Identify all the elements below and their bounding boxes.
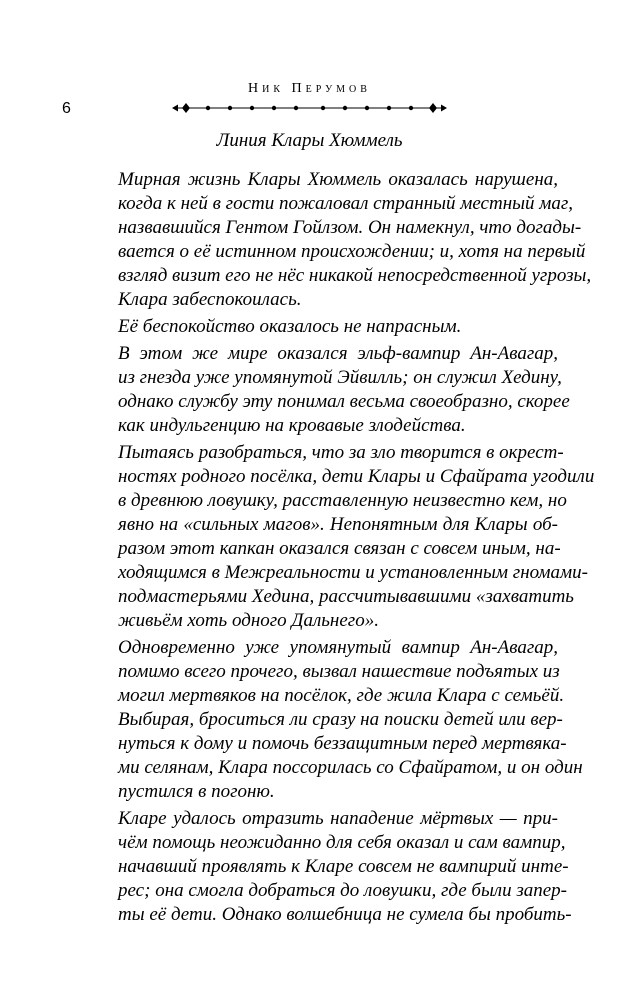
text-line: назвавшийся Гентом Гойлзом. Он намекнул, что догады- [118,217,582,238]
text-line: разом этот капкан оказался связан с совсем иным, на- [118,538,561,559]
text-line: Выбирая, броситься ли сразу на поиски детей или вер- [118,709,563,730]
text-line: чём помощь неожиданно для себя оказал и сам вампир, [118,832,566,853]
paragraph-6 [90,807,572,927]
text-line: рес; она смогла добраться до ловушки, где были запер- [118,880,568,901]
text-line: подмастерьями Хедина, рассчитывавшими «захватить [118,586,574,607]
text-line: ходящимся в Межреальности и установленным гномами- [118,562,588,583]
text-line: из гнезда уже упомянутой Эйвилль; он служил Хедину, [118,367,562,388]
text-line: в древнюю ловушку, расставленную неизвестно кем, но [118,490,567,511]
text-line: ми селянам, Клара поссорилась со Сфайратом, и он один [118,757,583,778]
text-line: ты её дети. Однако волшебница не сумела бы пробить- [118,904,572,925]
text-line: Мирная жизнь Клары Хюммель оказалась нарушена, [118,169,558,190]
text-line: В этом же мире оказался эльф-вампир Ан-Авагар, [118,343,558,364]
page-number: 6 [62,100,71,117]
text-line: ностях родного посёлка, дети Клары и Сфайрата угодили [118,466,595,487]
text-line: пустился в погоню. [118,781,275,802]
text-line: как индульгенцию на кровавые злодейства. [118,415,466,436]
paragraph-5 [90,636,583,804]
text-line: могил мертвяков на посёлок, где жила Клара с семьёй. [118,685,565,706]
text-line: вается о её истинном происхождении; и, хотя на первый [118,241,586,262]
paragraph-1 [90,168,592,312]
text-line: Пытаясь разобраться, что за зло творится в окрест- [118,442,564,463]
text-line: Её беспокойство оказалось не напрасным. [118,316,462,337]
paragraph-3 [90,342,570,438]
text-line: Клара забеспокоилась. [118,289,302,310]
header-ornament [172,101,447,115]
paragraph-4 [90,441,595,633]
text-line: живьём хоть одного Дальнего». [118,610,379,631]
text-line: Одновременно уже упомянутый вампир Ан-Авагар, [118,637,558,658]
paragraph-2 [90,315,558,339]
body-text [90,168,595,930]
text-line: однако службу эту понимал весьма своеобразно, скорее [118,391,570,412]
text-line: когда к ней в гости пожаловал странный местный маг, [118,193,574,214]
text-line: Кларе удалось отразить нападение мёртвых — при- [118,808,558,829]
text-line: нуться к дому и помочь беззащитным перед мертвяка- [118,733,567,754]
text-line: начавший проявлять к Кларе совсем не вампирий инте- [118,856,569,877]
text-line: взгляд визит его не нёс никакой непосредственной угрозы, [118,265,592,286]
section-title: Линия Клары Хюммель [216,130,403,151]
text-line: явно на «сильных магов». Непонятным для Клары об- [118,514,558,535]
running-head: Ник Перумов [248,81,371,96]
text-line: помимо всего прочего, вызвал нашествие подъятых из [118,661,560,682]
